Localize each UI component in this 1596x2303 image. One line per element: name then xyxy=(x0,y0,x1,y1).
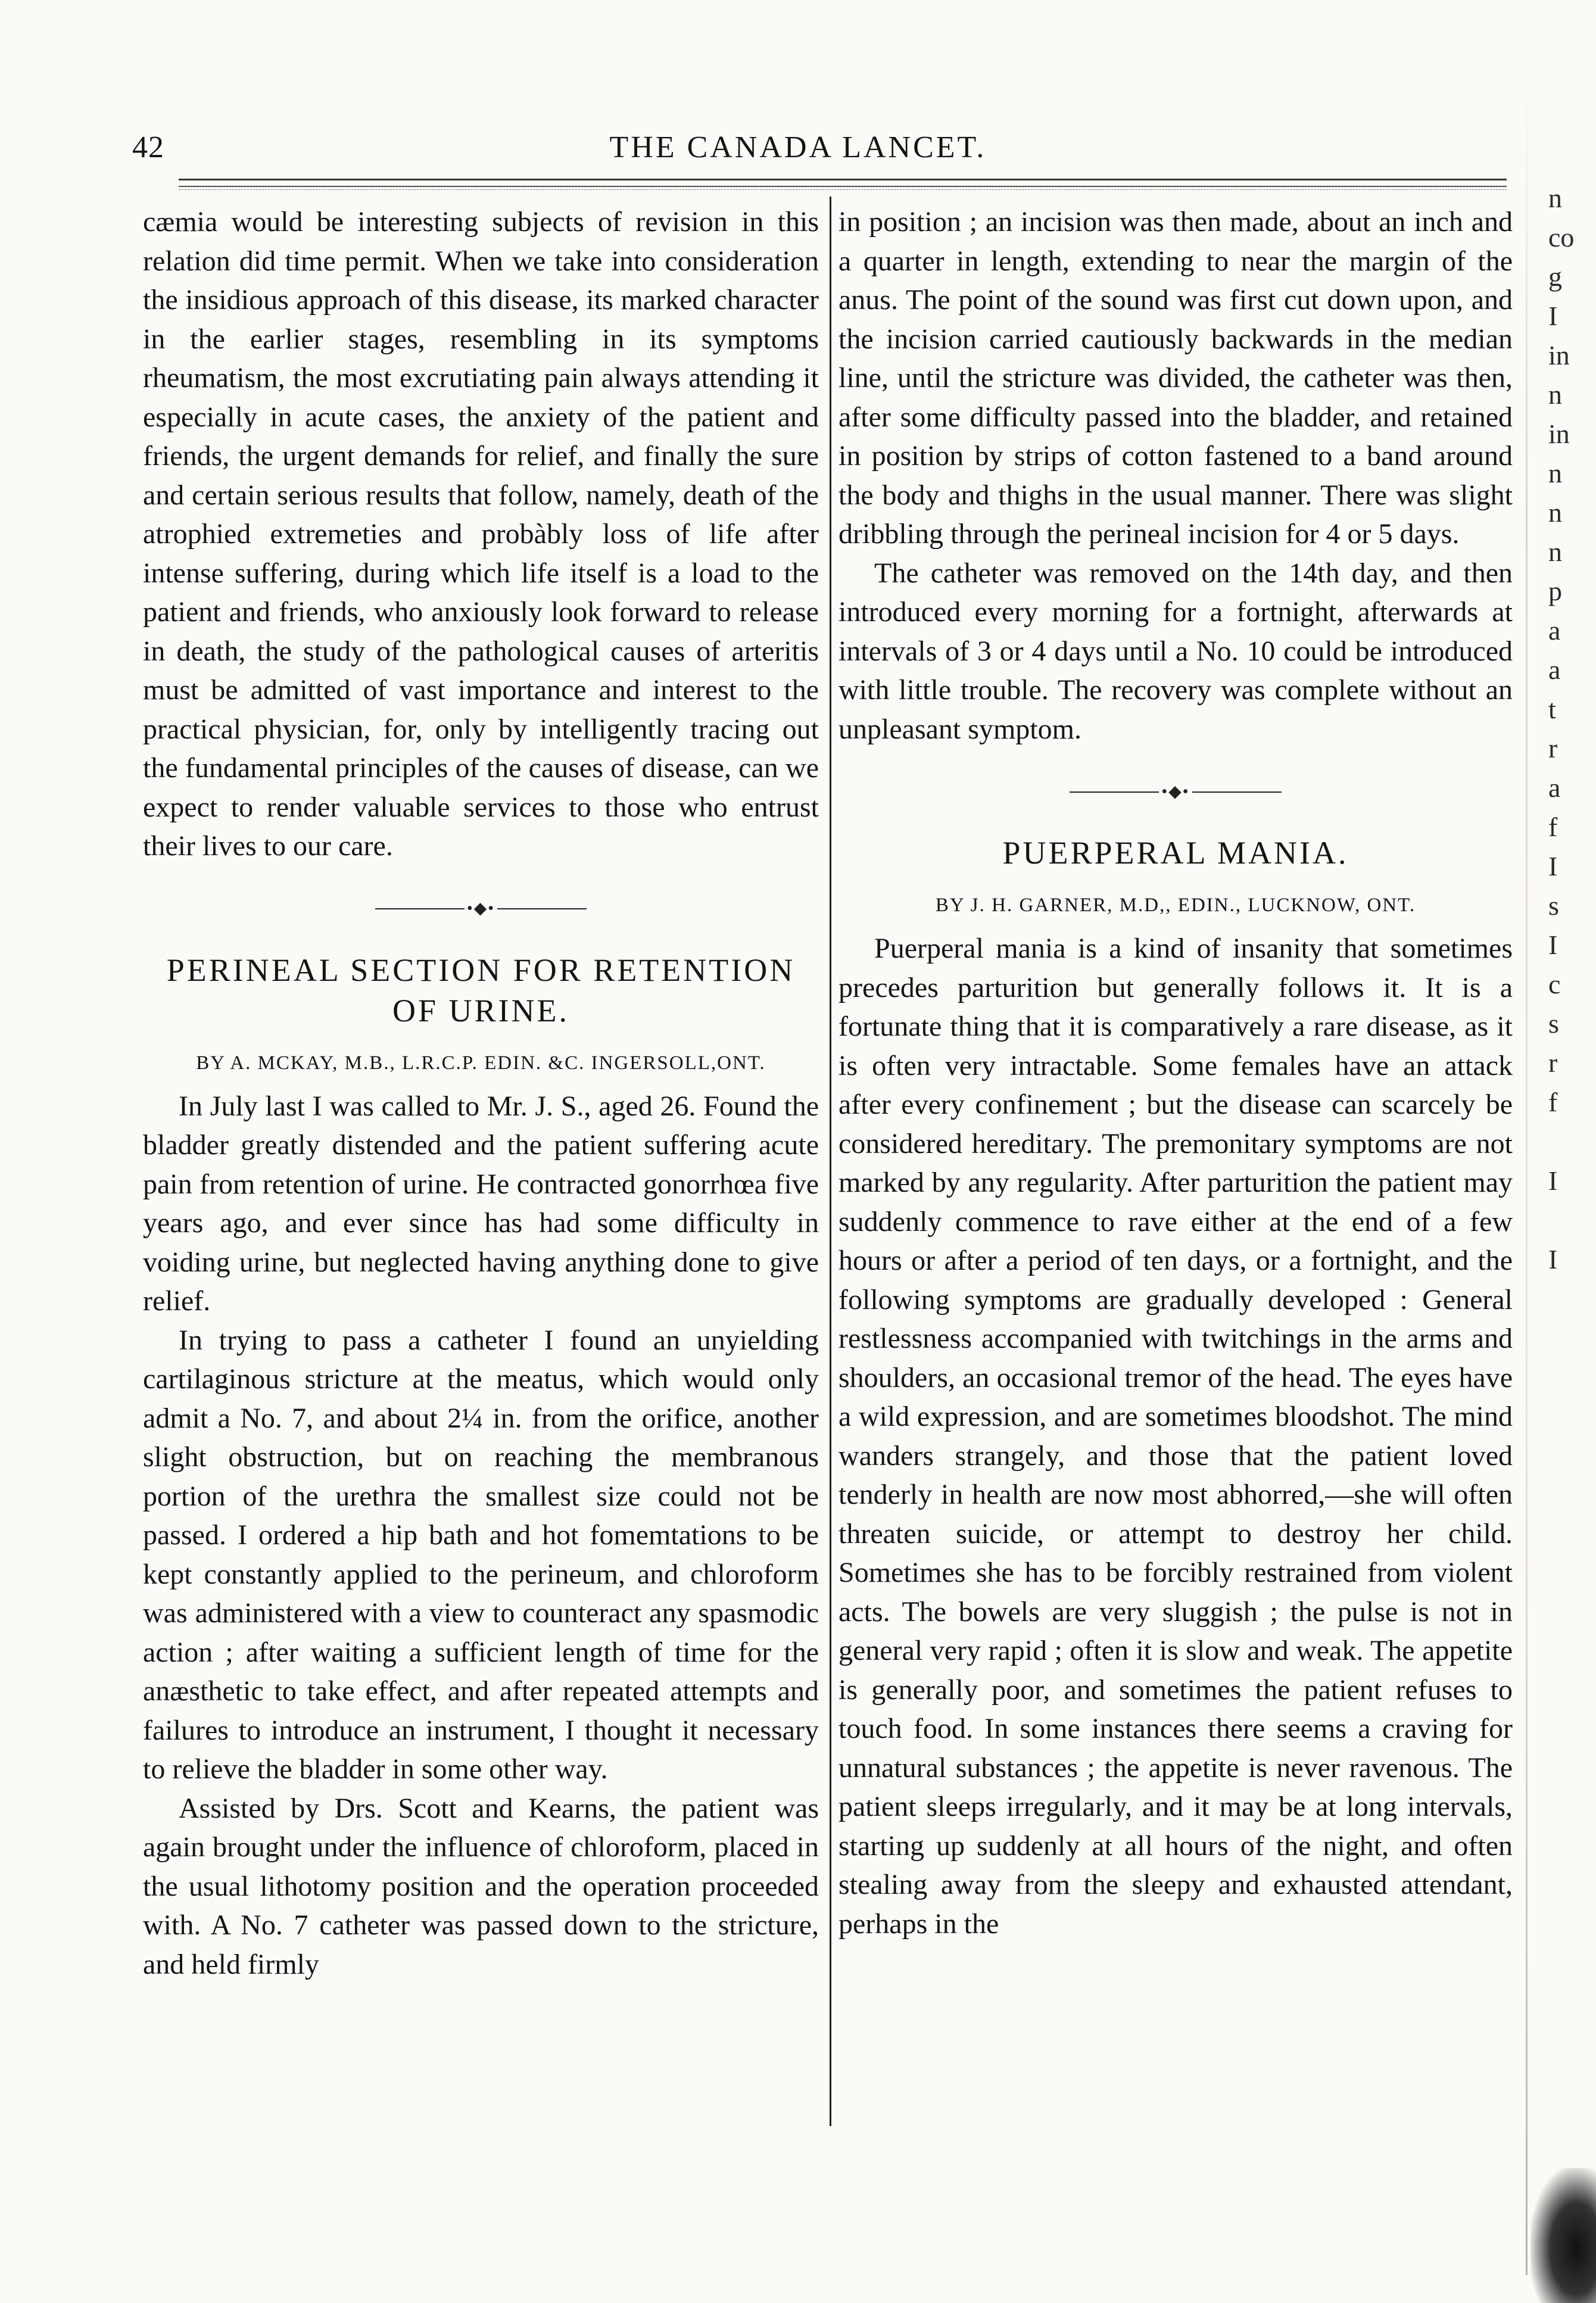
facing-page-fragment: g xyxy=(1548,261,1562,292)
article-paragraph: In trying to pass a catheter I found an unyielding cartilaginous stricture at the meatus, which would only admit a No. 7, and about 2¼ in. from the orifice, another slight obstruction, but on reaching the membranous portion of the urethra the smallest size could not be passed. I ordered a hip bath and hot fomemtations to be kept constantly applied to the perineum, and chloroform was administered with a view to counteract any spasmodic action ; after waiting a sufficient length of time for the anæsthetic to take effect, and after repeated attempts and failures to introduce an instrument, I thought it necessary to relieve the bladder in some other way. xyxy=(143,1324,819,1785)
header-rule-dashed xyxy=(179,189,1507,190)
article-title-perineal-section: PERINEAL SECTION FOR RETENTION OF URINE. xyxy=(166,952,796,1029)
facing-page-fragment: n xyxy=(1548,379,1562,410)
facing-page-fragment: I xyxy=(1548,851,1558,881)
facing-page-fragment: n xyxy=(1548,537,1562,567)
article-paragraph: Assisted by Drs. Scott and Kearns, the patient was again brought under the influence of chloroform, placed in the usual lithotomy position and the operation proceeded with. A No. 7 catheter was passed down to the stricture, and held firmly xyxy=(143,1792,819,1980)
facing-page-fragment: n xyxy=(1548,183,1562,213)
article-paragraph: Puerperal mania is a kind of insanity that sometimes precedes parturition but generally follows it. It is a fortunate thing that it is comparatively a rare disease, as it is often very intractable. Some females have an attack after every confinement ; but the disease can scarcely be considered hereditary. The premonitary symptoms are not marked by any regularity. After parturition the patient may suddenly commence to rave either at the end of a few hours or after a period of ten days, or a fortnight, and the following symptoms are gradually developed : General restlessness accompanied with twitchings in the arms and shoulders, an occasional tremor of the head. The eyes have a wild expression, and are sometimes bloodshot. The mind wanders strangely, and those that the patient loved tenderly in health are now most abhorred,—she will often threaten suicide, or attempt to destroy her child. Sometimes she has to be forcibly restrained from violent acts. The bowels are very sluggish ; the pulse is not in general very rapid ; often it is slow and weak. The appetite is generally poor, and sometimes the patient refuses to touch food. In some instances there seems a craving for unnatural substances ; the appetite is never ravenous. The patient sleeps irregularly, and it may be at long intervals, starting up suddenly at all hours of the night, and often stealing away from the sleepy and exhausted attendant, perhaps in the xyxy=(838,933,1513,1940)
facing-page-fragment: c xyxy=(1548,969,1561,999)
facing-page-fragment: a xyxy=(1548,772,1561,803)
journal-title: THE CANADA LANCET. xyxy=(609,130,987,164)
article-paragraph: In July last I was called to Mr. J. S., aged 26. Found the bladder greatly distended and the patient suffering acute pain from retention of urine. He contracted gonorrhœa five years ago, and ever since has had some difficulty in voiding urine, but neglected having anything done to give relief. xyxy=(143,1090,819,1317)
facing-page-fragment: n xyxy=(1548,497,1562,528)
facing-page-fragment: I xyxy=(1548,930,1558,960)
facing-page-fragment xyxy=(1548,1122,1596,1161)
facing-page-fragment: I xyxy=(1548,1165,1558,1196)
facing-page-fragment: I xyxy=(1548,1244,1558,1274)
article-byline-mckay: BY A. MCKAY, M.B., L.R.C.P. EDIN. &C. INGERSOLL,ONT. xyxy=(196,1052,766,1074)
facing-page-fragment: I xyxy=(1548,301,1558,331)
facing-page-fragment: s xyxy=(1548,890,1559,921)
facing-page-fragment: co xyxy=(1548,222,1575,253)
header-rule xyxy=(179,179,1507,187)
facing-page-fragment xyxy=(1548,1201,1596,1240)
column-divider xyxy=(830,197,831,2126)
facing-page-fragment: r xyxy=(1548,733,1558,763)
facing-page-fragment: a xyxy=(1548,655,1561,685)
article-title-puerperal-mania: PUERPERAL MANIA. xyxy=(1002,835,1349,871)
facing-page-fragment: in xyxy=(1548,340,1570,370)
right-column xyxy=(838,202,1513,1943)
page-edge-shadow xyxy=(1526,71,1528,2275)
continuation-paragraph: in position ; an incision was then made, about an inch and a quarter in length, extending to near the margin of the anus. The point of the sound was first cut down upon, and the incision carried cautiously backwards in the median line, until the stricture was divided, the catheter was then, after some difficulty passed into the bladder, and retained in position by strips of cotton fastened to a band around the body and thighs in the usual manner. There was slight dribbling through the perineal incision for 4 or 5 days. xyxy=(838,206,1513,550)
section-ornament: •◆• xyxy=(838,771,1513,811)
facing-page-fragment: n xyxy=(1548,458,1562,488)
facing-page-fragment: t xyxy=(1548,694,1556,724)
facing-page-margin xyxy=(1548,179,1596,1279)
facing-page-fragment: s xyxy=(1548,1008,1559,1039)
facing-page-fragment: f xyxy=(1548,812,1558,842)
continuation-paragraph: cæmia would be interesting subjects of revision in this relation did time permit. When we take into consideration the insidious approach of this disease, its marked character in the earlier stages, resembling in its symptoms rheumatism, the most excrutiating pain always attending it especially in acute cases, the anxiety of the patient and friends, the urgent demands for relief, and finally the sure and certain serious results that follow, namely, death of the atrophied extremeties and probàbly loss of life after intense suffering, during which life itself is a load to the patient and friends, who anxiously look forward to release in death, the study of the pathological causes of arteritis must be admitted of vast importance and interest to the practical physician, for, only by intelligently tracing out the fundamental principles of the causes of disease, can we expect to render valuable services to those who entrust their lives to our care. xyxy=(143,206,819,862)
section-ornament: •◆• xyxy=(143,889,819,928)
article-byline-garner: BY J. H. GARNER, M.D,, EDIN., LUCKNOW, ONT. xyxy=(935,895,1416,917)
facing-page-fragment: a xyxy=(1548,615,1561,646)
facing-page-fragment: in xyxy=(1548,419,1570,449)
page-number: 42 xyxy=(132,130,164,164)
facing-page-fragment: f xyxy=(1548,1087,1558,1117)
page-edge-ink-blot xyxy=(1530,2168,1596,2303)
left-column xyxy=(143,202,819,1984)
facing-page-fragment: r xyxy=(1548,1048,1558,1078)
facing-page-fragment: p xyxy=(1548,576,1562,606)
continuation-paragraph: The catheter was removed on the 14th day, and then introduced every morning for a fortnight, afterwards at intervals of 3 or 4 days until a No. 10 could be introduced with little trouble. The recovery was complete without an unpleasant symptom. xyxy=(838,557,1513,745)
